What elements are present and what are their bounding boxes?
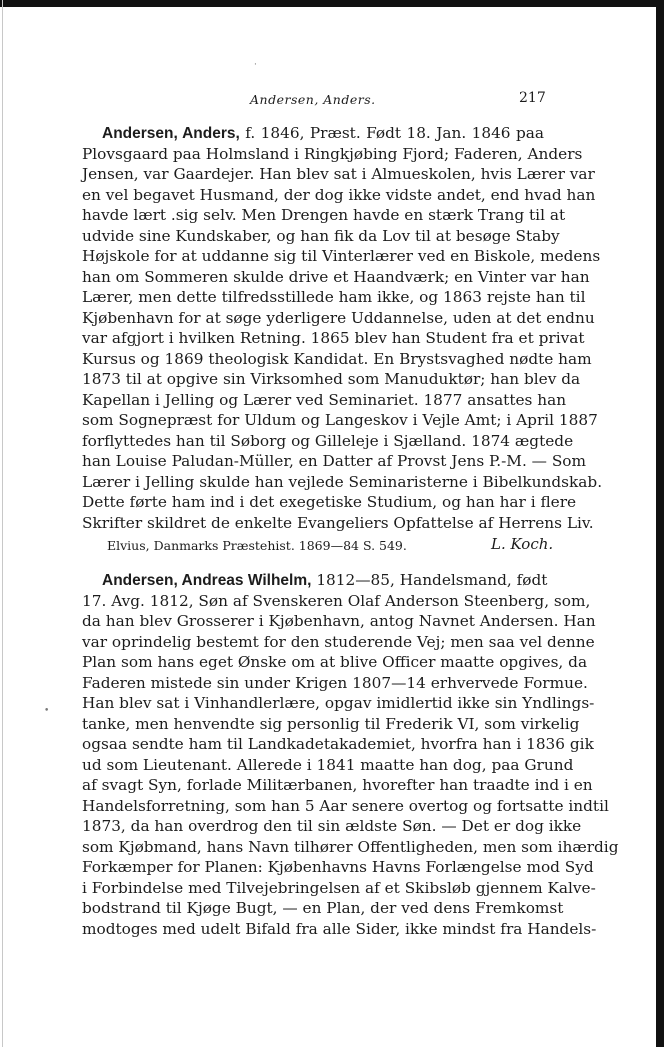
text-line — [82, 796, 609, 816]
line-text: en vel begavet Husmand, der dog ikke vidste andet, end hvad han — [82, 185, 596, 204]
line-text: f. 1846, Præst. Født 18. Jan. 1846 paa — [239, 124, 544, 142]
text-line — [82, 185, 596, 205]
line-text: han om Sommeren skulde drive et Haandværk; en Vinter var han — [82, 267, 590, 286]
text-line — [82, 513, 594, 533]
text-line — [82, 328, 585, 348]
line-text: udvide sine Kundskaber, og han fik da Lov til at besøge Staby — [82, 226, 560, 245]
line-text: Dette førte ham ind i det exegetiske Studium, og han har i flere — [82, 493, 577, 511]
line-text: var oprindelig bestemt for den studerende Vej; men saa vel denne — [82, 632, 595, 651]
line-text: Højskole for at uddanne sig til Vinterlærer ved en Biskole, medens — [82, 247, 601, 265]
text-line — [102, 123, 544, 143]
text-line — [82, 492, 577, 512]
line-text: Plan som hans eget Ønske om at blive Officer maatte opgives, da — [82, 653, 588, 671]
text-line — [82, 287, 586, 307]
entry-headword: Andersen, Andreas Wilhelm, — [102, 572, 312, 589]
text-line — [82, 308, 595, 328]
text-line — [82, 472, 603, 492]
scan-speck: • — [44, 706, 50, 716]
text-line — [82, 144, 583, 164]
text-line — [82, 226, 560, 246]
text-line — [82, 591, 591, 611]
scan-left-edge — [2, 0, 3, 1047]
line-text: 1812—85, Handelsmand, født — [311, 571, 548, 589]
line-text: 17. Avg. 1812, Søn af Svenskeren Olaf Anderson Steenberg, som, — [82, 591, 591, 610]
line-text: Jensen, var Gaardejer. Han blev sat i Almueskolen, hvis Lærer var — [82, 165, 595, 183]
line-text: Kapellan i Jelling og Lærer ved Seminariet. 1877 ansattes han — [82, 390, 567, 409]
line-text: som Sognepræst for Uldum og Langeskov i Vejle Amt; i April 1887 — [82, 411, 598, 429]
scan-speck: · — [254, 60, 257, 70]
scan-top-border — [0, 0, 664, 7]
line-text: var afgjort i hvilken Retning. 1865 blev han Student fra et privat — [82, 329, 585, 347]
text-line — [82, 349, 592, 369]
line-text: Forkæmper for Planen: Kjøbenhavns Havns Forlængelse mod Syd — [82, 858, 594, 876]
entry-source: Elvius, Danmarks Præstehist. 1869—84 S. 549. — [107, 538, 407, 553]
line-text: bodstrand til Kjøge Bugt, — en Plan, der ved dens Fremkomst — [82, 899, 564, 917]
line-text: Kursus og 1869 theologisk Kandidat. En Brystsvaghed nødte ham — [82, 349, 592, 368]
line-text: Kjøbenhavn for at søge yderligere Uddannelse, uden at det endnu — [82, 308, 595, 327]
text-line — [82, 611, 596, 631]
text-line — [82, 816, 582, 836]
text-line — [82, 919, 597, 939]
text-line — [82, 755, 574, 775]
line-text: tanke, men henvendte sig personlig til Frederik VI, som virkelig — [82, 714, 580, 733]
line-text: modtoges med udelt Bifald fra alle Sider, ikke mindst fra Handels- — [82, 919, 597, 938]
page-number: 217 — [519, 90, 546, 106]
line-text: ud som Lieutenant. Allerede i 1841 maatte han dog, paa Grund — [82, 755, 574, 774]
line-text: ogsaa sendte ham til Landkadetakademiet, hvorfra han i 1836 gik — [82, 735, 594, 753]
running-head: Andersen, Anders. — [250, 92, 376, 107]
text-line — [82, 632, 595, 652]
text-line — [82, 898, 564, 918]
line-text: Faderen mistede sin under Krigen 1807—14 erhvervede Formue. — [82, 673, 588, 692]
line-text: i Forbindelse med Tilvejebringelsen af et Skibsløb gjennem Kalve- — [82, 878, 596, 897]
text-line — [82, 837, 619, 857]
text-line — [82, 267, 590, 287]
text-line — [82, 652, 588, 672]
text-line — [82, 410, 598, 430]
line-text: Han blev sat i Vinhandlerlære, opgav imidlertid ikke sin Yndlings- — [82, 694, 595, 712]
line-text: Handelsforretning, som han 5 Aar senere overtog og fortsatte indtil — [82, 796, 609, 815]
line-text: Lærer, men dette tilfredsstillede ham ikke, og 1863 rejste han til — [82, 288, 586, 306]
entry-headword: Andersen, Anders, — [102, 125, 240, 142]
entry-author: L. Koch. — [491, 535, 554, 553]
line-text: Lærer i Jelling skulde han vejlede Seminaristerne i Bibelkundskab. — [82, 472, 603, 491]
text-line — [82, 205, 566, 225]
text-line — [82, 164, 595, 184]
line-text: som Kjøbmand, hans Navn tilhører Offentligheden, men som ihærdig — [82, 837, 619, 856]
scan-right-border — [656, 0, 664, 1047]
text-line — [82, 714, 580, 734]
text-line — [82, 431, 574, 451]
line-text: forflyttedes han til Søborg og Gilleleje i Sjælland. 1874 ægtede — [82, 431, 574, 450]
line-text: han Louise Paludan-Müller, en Datter af Provst Jens P.-M. — Som — [82, 452, 587, 470]
text-line — [102, 570, 548, 590]
line-text: af svagt Syn, forlade Militærbanen, hvorefter han traadte ind i en — [82, 776, 593, 794]
line-text: havde lært .sig selv. Men Drengen havde en stærk Trang til at — [82, 206, 566, 224]
text-line — [82, 775, 593, 795]
text-line — [82, 878, 596, 898]
text-line — [82, 693, 595, 713]
text-line — [82, 390, 567, 410]
text-line — [82, 673, 588, 693]
line-text: 1873, da han overdrog den til sin ældste Søn. — Det er dog ikke — [82, 817, 582, 835]
line-text: Plovsgaard paa Holmsland i Ringkjøbing Fjord; Faderen, Anders — [82, 144, 583, 163]
text-line — [82, 451, 587, 471]
text-line — [82, 369, 581, 389]
text-line — [82, 857, 594, 877]
text-line — [82, 246, 601, 266]
text-line — [82, 734, 594, 754]
line-text: Skrifter skildret de enkelte Evangeliers Opfattelse af Herrens Liv. — [82, 513, 594, 532]
line-text: da han blev Grosserer i Kjøbenhavn, antog Navnet Andersen. Han — [82, 612, 596, 630]
line-text: 1873 til at opgive sin Virksomhed som Manuduktør; han blev da — [82, 370, 581, 388]
